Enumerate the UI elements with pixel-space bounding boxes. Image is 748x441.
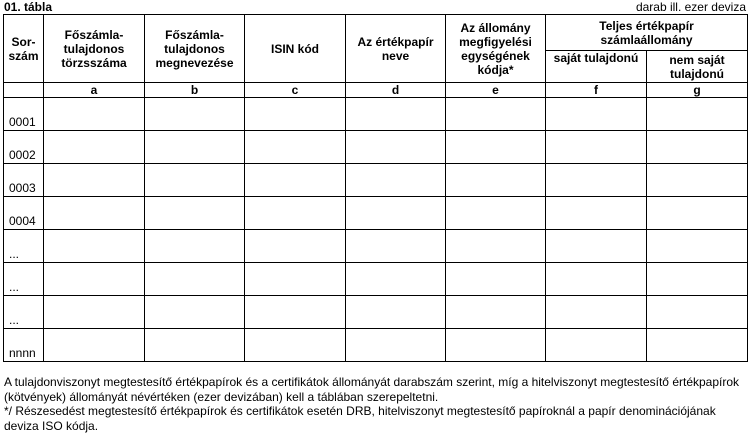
col-letter: f <box>546 83 647 98</box>
col-header-owner-id <box>44 15 145 83</box>
table-cell[interactable] <box>546 197 647 230</box>
col-letter: d <box>346 83 446 98</box>
table-cell[interactable] <box>44 131 145 164</box>
unit-label: darab ill. ezer deviza <box>635 0 746 14</box>
table-cell[interactable] <box>346 230 446 263</box>
row-number: 0003 <box>4 164 44 197</box>
table-cell[interactable] <box>245 263 346 296</box>
table-cell[interactable] <box>346 329 446 362</box>
col-header-label: Az állomány megfigyelési egységének kódja* <box>459 20 532 77</box>
col-header-label: ISIN kód <box>270 41 319 56</box>
table-cell[interactable] <box>145 230 245 263</box>
table-cell[interactable] <box>446 164 546 197</box>
table-cell[interactable] <box>44 197 145 230</box>
table-cell[interactable] <box>145 98 245 131</box>
group-header-label: Teljes értékpapír számlaállomány <box>599 18 694 47</box>
col-header-row-number <box>4 15 44 83</box>
row-number: nnnn <box>4 329 44 362</box>
table-cell[interactable] <box>446 296 546 329</box>
table-title: 01. tábla <box>4 0 53 14</box>
table-cell[interactable] <box>145 164 245 197</box>
table-row <box>4 296 748 329</box>
row-number: ... <box>4 263 44 296</box>
col-header-label: Főszámla- tulajdonos törzsszáma <box>61 27 127 70</box>
table-cell[interactable] <box>346 263 446 296</box>
table-cell[interactable] <box>346 197 446 230</box>
sub-header-label: saját tulajdonú <box>553 51 639 65</box>
col-header-isin <box>245 15 346 83</box>
col-letter: b <box>145 83 245 98</box>
col-header-owner-name <box>145 15 245 83</box>
table-cell[interactable] <box>546 164 647 197</box>
col-header-label: Főszámla- tulajdonos megnevezése <box>155 27 234 70</box>
table-cell[interactable] <box>245 197 346 230</box>
table-cell[interactable] <box>245 296 346 329</box>
col-letter: c <box>245 83 346 98</box>
table-row <box>4 131 748 164</box>
table-cell[interactable] <box>446 329 546 362</box>
table-cell[interactable] <box>145 329 245 362</box>
table-cell[interactable] <box>44 263 145 296</box>
footnotes <box>4 375 744 433</box>
row-number: 0002 <box>4 131 44 164</box>
col-letter: g <box>647 83 748 98</box>
table-cell[interactable] <box>446 98 546 131</box>
col-header-unit-code <box>446 15 546 83</box>
table-row <box>4 263 748 296</box>
row-number: ... <box>4 230 44 263</box>
table-cell[interactable] <box>44 164 145 197</box>
table-cell[interactable] <box>346 131 446 164</box>
table-cell[interactable] <box>346 296 446 329</box>
table-cell[interactable] <box>647 296 748 329</box>
footnote-asterisk: */ Részesedést megtestesítő értékpapírok és certifikátok esetén DRB, hitelviszonyt megtestesítő papíroknál a papír denominációjának deviza ISO kódja. <box>4 404 716 433</box>
table-cell[interactable] <box>647 164 748 197</box>
table-cell[interactable] <box>546 329 647 362</box>
row-number: ... <box>4 296 44 329</box>
col-header-own <box>546 51 647 83</box>
table-cell[interactable] <box>145 263 245 296</box>
col-letter <box>4 83 44 98</box>
table-cell[interactable] <box>44 329 145 362</box>
table-cell[interactable] <box>145 131 245 164</box>
table-cell[interactable] <box>546 131 647 164</box>
table-cell[interactable] <box>546 296 647 329</box>
table-cell[interactable] <box>245 131 346 164</box>
table-cell[interactable] <box>245 98 346 131</box>
col-header-not-own <box>647 51 748 83</box>
table-cell[interactable] <box>44 98 145 131</box>
col-header-security-name <box>346 15 446 83</box>
table-cell[interactable] <box>546 98 647 131</box>
table-cell[interactable] <box>647 263 748 296</box>
table-cell[interactable] <box>145 296 245 329</box>
table-cell[interactable] <box>44 230 145 263</box>
table-cell[interactable] <box>647 230 748 263</box>
col-letter: a <box>44 83 145 98</box>
data-table <box>3 14 748 362</box>
row-number: 0004 <box>4 197 44 230</box>
footnote-text: A tulajdonviszonyt megtestesítő értékpapírok és a certifikátok állományát darabszám szerint, míg a hitelviszonyt megtestesítő értékpapírok (kötvények) állományát névértéken (ezer devizában) kell a táblában szerepeltetni. <box>4 375 740 404</box>
table-cell[interactable] <box>346 98 446 131</box>
table-cell[interactable] <box>245 329 346 362</box>
col-header-label: Sor- szám <box>8 34 39 63</box>
table-cell[interactable] <box>546 230 647 263</box>
table-cell[interactable] <box>245 164 346 197</box>
table-row <box>4 329 748 362</box>
col-header-total-holdings <box>546 15 748 51</box>
table-cell[interactable] <box>44 296 145 329</box>
table-row <box>4 230 748 263</box>
table-cell[interactable] <box>145 197 245 230</box>
table-cell[interactable] <box>446 230 546 263</box>
table-cell[interactable] <box>647 329 748 362</box>
table-row <box>4 164 748 197</box>
table-cell[interactable] <box>446 131 546 164</box>
table-cell[interactable] <box>647 131 748 164</box>
col-header-label: Az értékpapír neve <box>357 34 434 63</box>
sub-header-label: nem saját tulajdonú <box>669 52 725 81</box>
table-cell[interactable] <box>346 164 446 197</box>
col-letter: e <box>446 83 546 98</box>
row-number: 0001 <box>4 98 44 131</box>
table-row <box>4 197 748 230</box>
table-cell[interactable] <box>245 230 346 263</box>
table-cell[interactable] <box>546 263 647 296</box>
table-row <box>4 98 748 131</box>
table-cell[interactable] <box>647 98 748 131</box>
table-cell[interactable] <box>446 263 546 296</box>
table-cell[interactable] <box>446 197 546 230</box>
table-cell[interactable] <box>647 197 748 230</box>
